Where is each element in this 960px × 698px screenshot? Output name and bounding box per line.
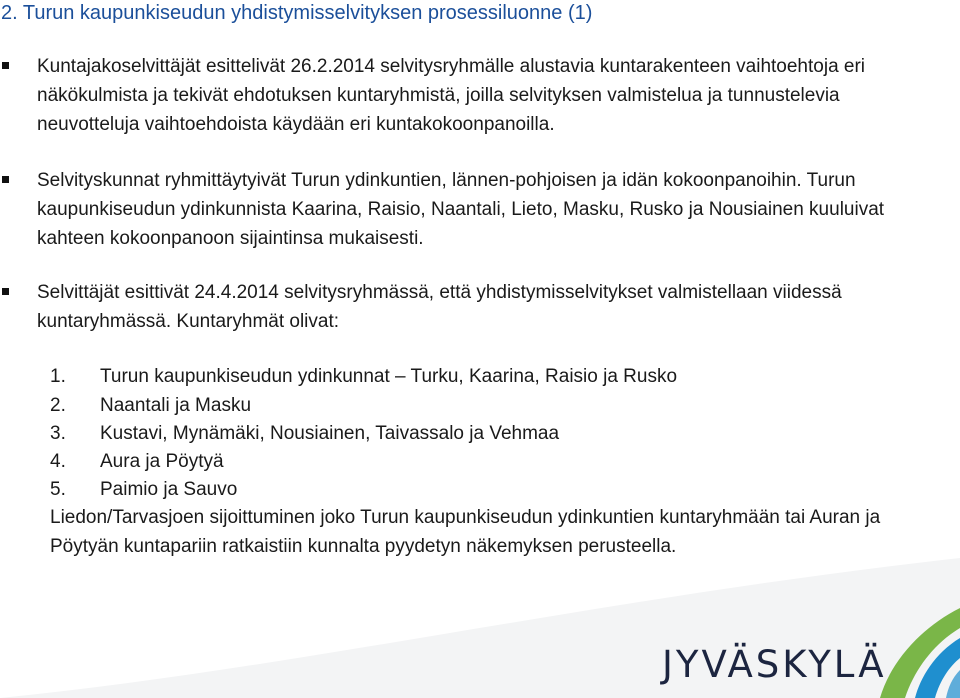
group-text: Turun kaupunkiseudun ydinkunnat – Turku, Kaarina, Raisio ja Rusko [100, 366, 678, 387]
jyvaskyla-logo-mark [860, 608, 960, 698]
group-item-5 [50, 475, 237, 504]
closing-paragraph: Liedon/Tarvasjoen sijoittuminen joko Turun kaupunkiseudun ydinkuntien kuntaryhmään tai Auran ja Pöytyän kuntapariin ratkaistiin kunnalta pyydetyn näkemyksen perusteella. [50, 507, 881, 557]
group-item-3 [50, 419, 559, 448]
jyvaskyla-logo-text: JYVÄSKYLÄ [662, 643, 887, 686]
bullet-marker [2, 288, 9, 295]
group-item-1 [50, 362, 677, 391]
bullet-3-text: Selvittäjät esittivät 24.4.2014 selvitysryhmässä, että yhdistymisselvitykset valmistellaan viidessä kuntaryhmässä. Kuntaryhmät olivat: [37, 282, 842, 332]
group-number: 2. [50, 395, 66, 416]
group-text: Aura ja Pöytyä [100, 451, 224, 472]
bullet-marker [2, 176, 9, 183]
bullet-2-text: Selvityskunnat ryhmittäytyivät Turun ydinkuntien, lännen-pohjoisen ja idän kokoonpanoihin. Turun kaupunkiseudun ydinkunnista Kaarina, Raisio, Naantali, Lieto, Masku, Rusko ja Nousiainen kuuluivat kahteen kokoonpanoon sijaintinsa mukaisesti. [37, 170, 885, 249]
bullet-marker [2, 62, 9, 69]
group-number: 5. [50, 479, 66, 500]
group-text: Paimio ja Sauvo [100, 479, 238, 500]
slide-title: 2. Turun kaupunkiseudun yhdistymisselvityksen prosessiluonne (1) [1, 2, 593, 24]
group-number: 4. [50, 451, 66, 472]
bullet-2 [0, 166, 940, 253]
bullet-1 [0, 52, 940, 139]
group-number: 1. [50, 366, 66, 387]
group-item-2 [50, 391, 251, 420]
group-item-4 [50, 447, 224, 476]
group-text: Naantali ja Masku [100, 395, 252, 416]
group-text: Kustavi, Mynämäki, Nousiainen, Taivassalo ja Vehmaa [100, 423, 560, 444]
group-number: 3. [50, 423, 66, 444]
bullet-1-text: Kuntajakoselvittäjät esittelivät 26.2.2014 selvitysryhmälle alustavia kuntarakenteen vaihtoehtoja eri näkökulmista ja tekivät ehdotuksen kuntaryhmistä, joilla selvityksen valmistelua ja tunnustelevia neuvotteluja vaihtoehdoista käydään eri kuntakokoonpanoilla. [37, 56, 866, 135]
bullet-3 [0, 278, 940, 336]
